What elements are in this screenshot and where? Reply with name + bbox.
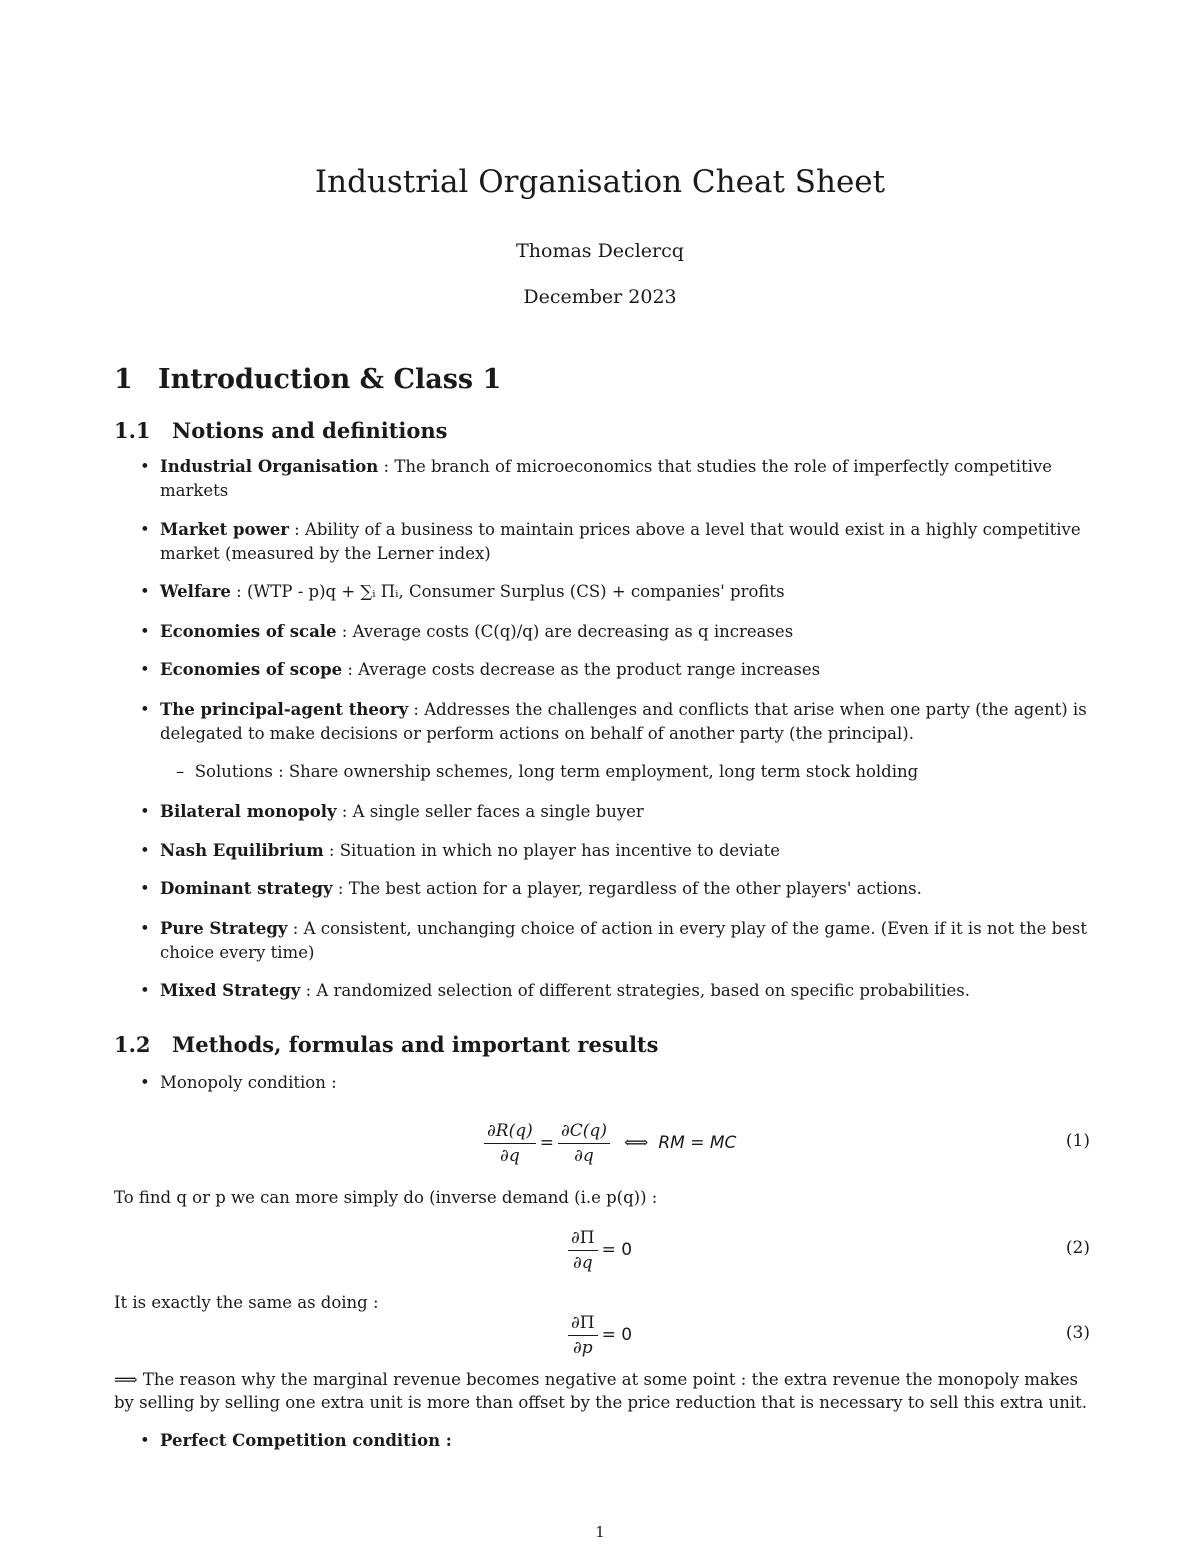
bullet-icon: • (140, 457, 150, 476)
equation-number: (2) (1065, 1238, 1090, 1258)
bullet-icon: • (140, 919, 150, 938)
equation-rhs: = 0 (601, 1325, 633, 1345)
item-definition: : The branch of microeconomics that studies the role of imperfectly competitive markets (160, 457, 1053, 500)
item-definition: : A randomized selection of different strategies, based on specific probabilities. (300, 981, 970, 1000)
list-item (140, 979, 1090, 1003)
subsection-title: Methods, formulas and important results (172, 1032, 659, 1057)
list-item (140, 455, 1090, 503)
list-item (140, 1429, 1090, 1453)
list-item (140, 658, 1090, 682)
section-number: 1 (114, 364, 133, 395)
denominator: ∂q (572, 1252, 593, 1273)
list-item (140, 839, 1090, 863)
subsection-number: 1.1 (114, 418, 151, 443)
fraction (568, 1228, 598, 1273)
document-author: Thomas Declercq (516, 240, 684, 262)
dash-icon: – (176, 762, 185, 781)
numerator: ∂Π (568, 1313, 598, 1336)
fraction (568, 1313, 598, 1358)
list-item (140, 917, 1090, 965)
item-term: Economies of scope (160, 660, 343, 679)
equation-rhs: RM = MC (658, 1133, 737, 1153)
list-item (140, 1071, 1090, 1095)
fraction (484, 1121, 536, 1166)
bullet-icon: • (140, 582, 150, 601)
document-date: December 2023 (523, 286, 677, 308)
list-item (140, 620, 1090, 644)
bullet-icon: • (140, 1431, 150, 1450)
item-term: Pure Strategy (160, 919, 288, 938)
fraction (558, 1121, 610, 1166)
denominator: ∂q (574, 1145, 594, 1166)
item-definition: : Ability of a business to maintain prices above a level that would exist in a highly competitive market (measured by the Lerner index) (160, 520, 1081, 563)
item-definition: : A single seller faces a single buyer (336, 802, 644, 821)
bullet-icon: • (140, 841, 150, 860)
denominator: ∂q (500, 1145, 520, 1166)
equation-1 (114, 1113, 1090, 1173)
item-definition: : Average costs (C(q)/q) are decreasing as q increases (336, 622, 794, 641)
numerator: ∂C(q) (558, 1121, 610, 1144)
subsection-number: 1.2 (114, 1032, 151, 1057)
item-definition: : The best action for a player, regardless of the other players' actions. (332, 879, 922, 898)
bullet-icon: • (140, 981, 150, 1000)
list-item (140, 877, 1090, 901)
page-number: 1 (595, 1523, 605, 1541)
equation-2 (114, 1220, 1090, 1280)
list-item (140, 518, 1090, 566)
list-item (140, 698, 1090, 746)
item-term: The principal-agent theory (160, 700, 409, 719)
equation-number: (1) (1065, 1131, 1090, 1151)
item-definition: : (WTP - p)q + ∑ᵢ Πᵢ, Consumer Surplus (CS) + companies' profits (230, 582, 785, 601)
item-term: Mixed Strategy (160, 981, 301, 1000)
list-item (140, 800, 1090, 824)
item-term: Dominant strategy (160, 879, 333, 898)
section-title: Introduction & Class 1 (158, 364, 502, 395)
perfect-competition-label: Perfect Competition condition : (160, 1431, 452, 1450)
monopoly-condition-label: Monopoly condition : (160, 1073, 337, 1092)
bullet-icon: • (140, 520, 150, 539)
equals-sign: = (539, 1133, 554, 1153)
bullet-icon: • (140, 700, 150, 719)
denominator: ∂p (572, 1337, 593, 1358)
item-term: Industrial Organisation (160, 457, 379, 476)
item-term: Nash Equilibrium (160, 841, 324, 860)
item-term: Bilateral monopoly (160, 802, 337, 821)
subsection-heading-methods (114, 1032, 658, 1057)
item-definition: : A consistent, unchanging choice of action in every play of the game. (Even if it is not the best choice every time) (160, 919, 1088, 962)
paragraph: ⟹ The reason why the marginal revenue becomes negative at some point : the extra revenue the monopoly makes by selling by selling one extra unit is more than offset by the price reduction that is necessary to sell this extra unit. (114, 1370, 1088, 1412)
sub-list-item (176, 760, 1076, 784)
list-item (140, 580, 1090, 604)
bullet-icon: • (140, 802, 150, 821)
item-definition: : Situation in which no player has incentive to deviate (323, 841, 781, 860)
numerator: ∂R(q) (484, 1121, 536, 1144)
equation-3 (114, 1305, 1090, 1365)
paragraph: To find q or p we can more simply do (inverse demand (i.e p(q)) : (114, 1188, 658, 1207)
bullet-icon: • (140, 622, 150, 641)
equation-rhs: = 0 (601, 1240, 633, 1260)
document-title: Industrial Organisation Cheat Sheet (314, 164, 886, 200)
paragraph: It is exactly the same as doing : (114, 1293, 379, 1312)
iff-arrow: ⟺ (623, 1133, 649, 1153)
subsection-heading-notions (114, 418, 448, 443)
bullet-icon: • (140, 660, 150, 679)
item-definition: : Addresses the challenges and conflicts that arise when one party (the agent) is delegated to make decisions or perform actions on behalf of another party (the principal). (160, 700, 1087, 743)
bullet-icon: • (140, 879, 150, 898)
item-term: Economies of scale (160, 622, 337, 641)
item-definition: : Average costs decrease as the product range increases (342, 660, 821, 679)
bullet-icon: • (140, 1073, 150, 1092)
sub-item-text: Solutions : Share ownership schemes, long term employment, long term stock holding (194, 762, 919, 781)
item-term: Market power (160, 520, 289, 539)
subsection-title: Notions and definitions (172, 418, 448, 443)
item-term: Welfare (160, 582, 231, 601)
numerator: ∂Π (568, 1228, 598, 1251)
section-heading (114, 364, 501, 395)
equation-number: (3) (1065, 1323, 1090, 1343)
